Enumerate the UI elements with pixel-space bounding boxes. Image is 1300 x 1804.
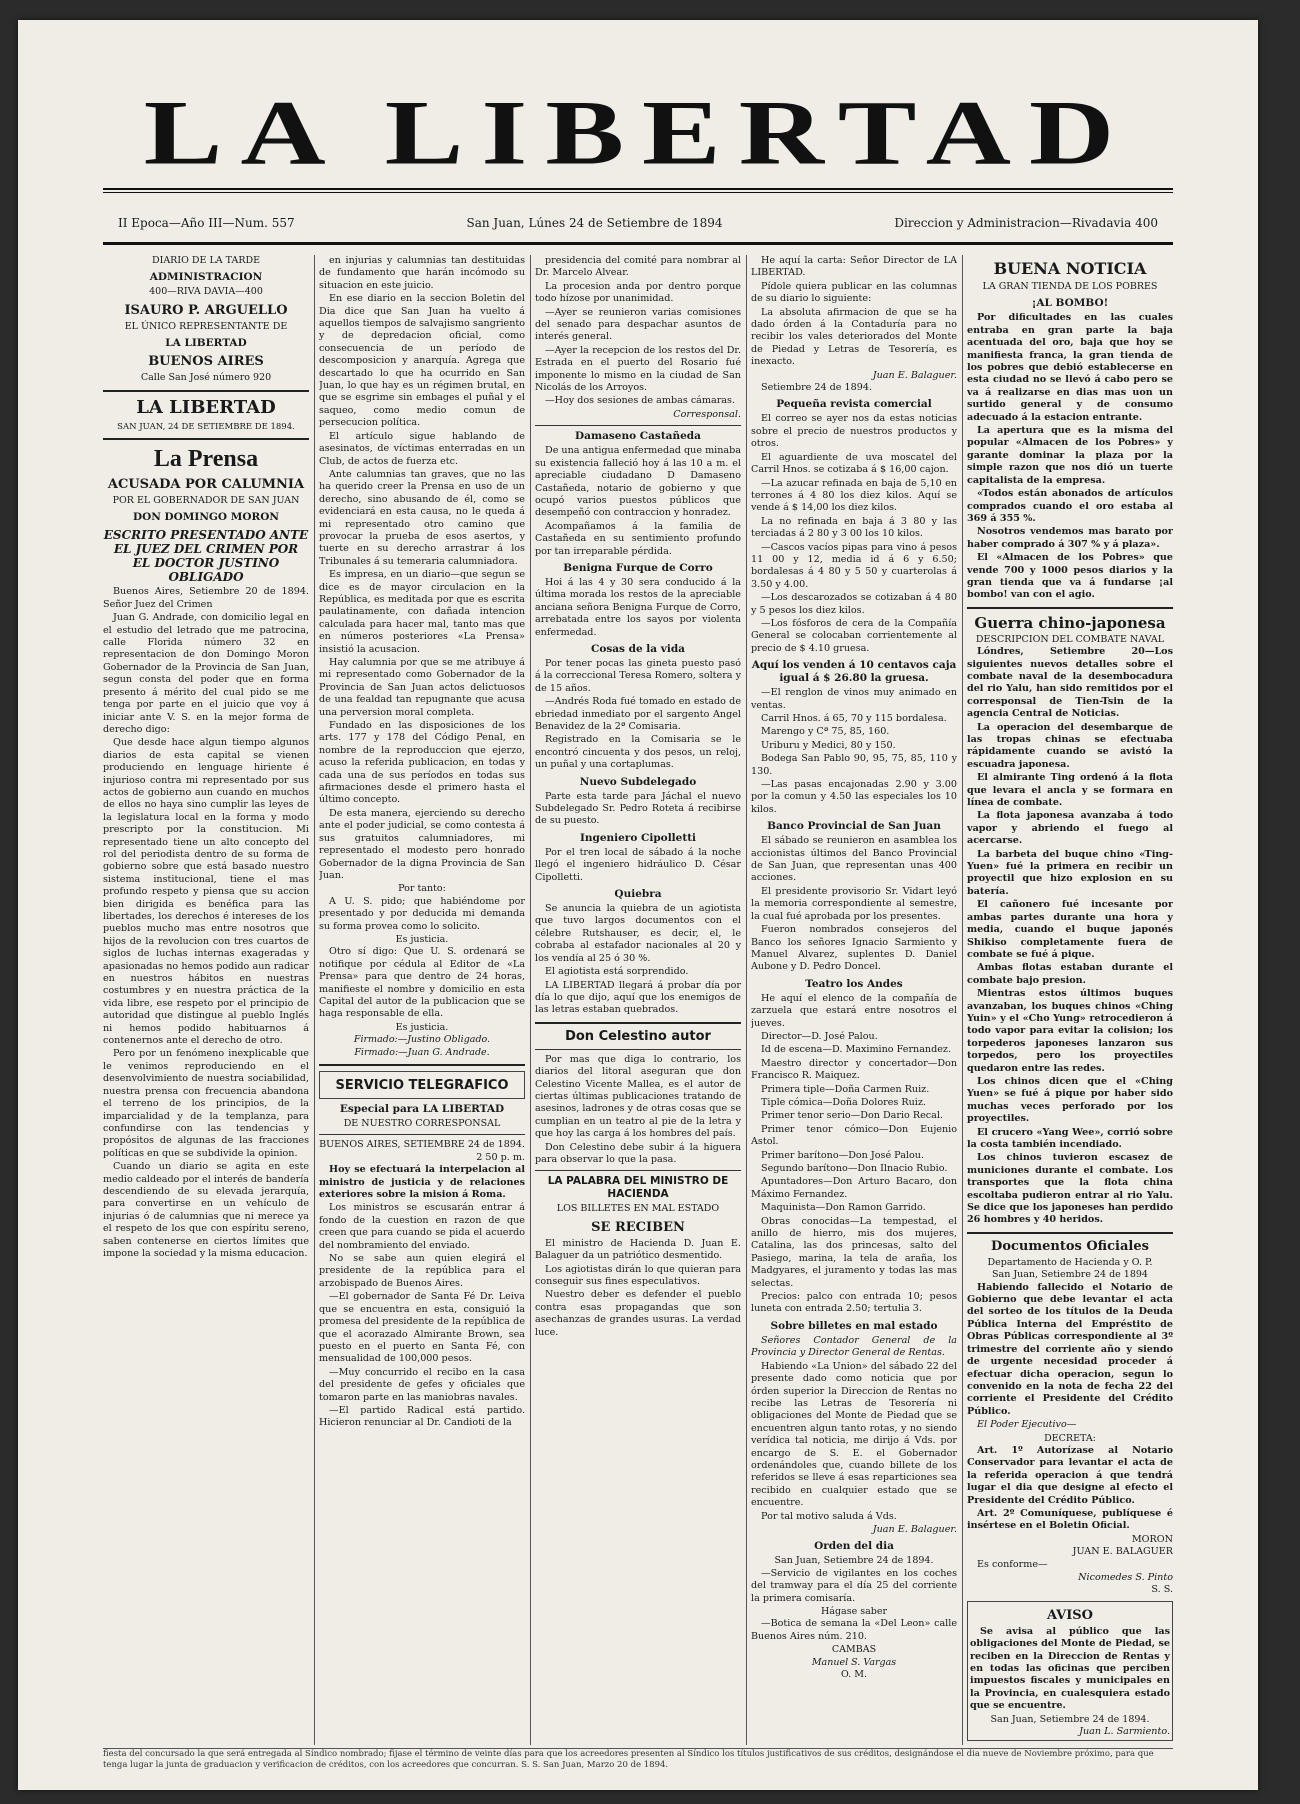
paragraph: Registrado en la Comisaria se le encontró cincuenta y dos pesos, un reloj, un puñal y una cortaplumas.	[535, 734, 741, 771]
es-justicia: Es justicia.	[395, 933, 449, 945]
subheadline: DESCRIPCION DEL COMBATE NAVAL	[975, 633, 1165, 645]
escrito-heading: ESCRITO PRESENTADO ANTE EL JUEZ DEL CRIMEN POR EL DOCTOR JUSTINO OBLIGADO	[103, 528, 309, 585]
headline: Benigna Furque de Corro	[563, 561, 713, 574]
paragraph: Cuando un diario se agita en este medio caldeado por el interés de bandería descendiendo de su elevada jerarquía, para convertirse en un vehículo de injurias ó de calumnias que ni merece ya el respeto de los que con espíritu sereno, saben contenerse en ciertos límites que impone la sociedad y la misma educacion.	[103, 1161, 309, 1259]
paragraph: Don Celestino debe subir á la higuera para observar lo que la pasa.	[535, 1141, 741, 1165]
correspondent: DE NUESTRO CORRESPONSAL	[343, 1118, 501, 1129]
issue-number: II Epoca—Año III—Num. 557	[118, 216, 295, 230]
column-5	[967, 255, 1173, 1745]
paragraph: El aguardiente de uva moscatel del Carril Hnos. se cotizaba á $ 16,00 cajon.	[751, 451, 957, 476]
column-3	[535, 255, 741, 1745]
paragraph: —Cascos vacíos pipas para vino á pesos 11 00 y 12, media id á 6 y 6.50; bordalesas á 4 80 y 5 50 y cuarterolas á 3.50 y 4.00.	[751, 541, 957, 590]
issue-info	[118, 216, 1158, 236]
paragraph: —Los fósforos de cera de la Compañía General se colocaban corrientemente al precio de $ 4.10 gruesa.	[751, 617, 957, 654]
divider	[535, 425, 741, 426]
paragraph: Se avisa al público que las obligaciones del Monte de Piedad, se reciben en la Direccion de Rentas y en todas las oficinas que perciben impuestos fiscales y municipales en la Provincia, en cualesquiera estado que se encuentre.	[970, 1625, 1170, 1712]
signature: Juan E. Balaguer.	[872, 1523, 957, 1535]
paragraph: Parte esta tarde para Jáchal el nuevo Subdelegado Sr. Pedro Roteta á recibirse de su puesto.	[535, 790, 741, 827]
signature: Firmado:—Justino Obligado.	[353, 1034, 491, 1046]
paragraph: La no refinada en baja á 3 80 y las terciadas á 2 80 y 3 00 los 10 kilos.	[751, 515, 957, 540]
paragraph: Fueron nombrados consejeros del Banco los señores Ignacio Sarmiento y Manuel Alvarez, suplentes D. Daniel Aubone y D. Pedro Doncel.	[751, 924, 957, 973]
headline: LA PALABRA DEL MINISTRO DE HACIENDA	[547, 1175, 729, 1201]
paragraph: Pídole quiera publicar en las columnas de su diario lo siguiente:	[751, 280, 957, 305]
servicio-heading: SERVICIO TELEGRAFICO	[335, 1078, 509, 1093]
paragraph: Ambas flotas estaban durante el combate bajo presion.	[967, 962, 1173, 986]
paragraph: El Poder Ejecutivo—	[977, 1419, 1077, 1431]
paragraph: El artículo sigue hablando de asesinatos, de víctimas enterradas en un Club, de actos de fuerza etc.	[319, 430, 525, 467]
signature: Nicomedes S. Pinto	[1078, 1572, 1173, 1583]
paragraph: —El gobernador de Santa Fé Dr. Leiva que se encuentra en esta, consiguió la promesa del presidente de la república de que el acorazado Almirante Brown, sea puesto en el puerto en Santa Fé, con mensualidad de 100,000 pesos.	[319, 1291, 525, 1365]
signature: MORON	[1131, 1533, 1173, 1545]
columns	[103, 255, 1173, 1745]
signature: S. S.	[1151, 1584, 1173, 1596]
paragraph: La procesion anda por dentro porque todo hízose por unanimidad.	[535, 280, 741, 305]
paragraph: Mientras estos últimos buques avanzaban, los buques chinos «Ching Yuin» y el «Cho Yung» retrocedieron á todo vapor para evitar la colision; los torpederos japoneses lanzaron sus torpedos, pero los proyectiles quedaron entre las redes.	[967, 988, 1173, 1074]
headline: Teatro los Andes	[805, 977, 903, 990]
headline: Quiebra	[614, 888, 662, 901]
paragraph: Por dificultades en las cuales entraba en gran parte la baja acentuada del oro, baja que hoy se manifiesta franca, la gran tienda de los pobres que debió establecerse en esta ciudad no se llevó á cabo pero se va á realizarse en dias mas uon un surtido general y de consumo adecuado á la estacion entrante.	[967, 312, 1173, 423]
paragraph: Tiple cómica—Doña Dolores Ruiz.	[761, 1096, 926, 1108]
paragraph: Marengo y Cª 75, 85, 160.	[761, 726, 890, 738]
paragraph: La absoluta afirmacion de que se ha dado órden á la Contaduría para no recibir los vales deteriorados del Monte de Piedad y Letras de Tesorería, es inexacto.	[751, 306, 957, 368]
paragraph: —Las pasas encajonadas 2.90 y 3.00 por la comun y 4.50 las especiales los 10 kilos.	[751, 779, 957, 815]
bottom-fragment	[103, 1748, 1173, 1787]
paragraph: El almirante Ting ordenó á la flota que levara el ancla y se formara en línea de combate.	[967, 772, 1173, 809]
paragraph: El agiotista está sorprendido.	[545, 966, 689, 978]
paragraph: —Botica de semana la «Del Leon» calle Buenos Aires núm. 210.	[751, 1618, 957, 1642]
paragraph: Habiendo fallecido el Notario de Gobierno que debe levantar el acta del sorteo de los títulos de la Deuda Pública Interna del Empréstito de Obras Públicas correspondiente al 3º trimestre del corriente año y siendo de urgente necesidad proceder á efectuar dicha operacion, segun lo convenido en la nota de fecha 22 del corriente el Presidente del Crédito Público.	[967, 1281, 1173, 1417]
headline: Cosas de la vida	[590, 642, 685, 655]
paragraph: No se sabe aun quien elegirá el presidente de la república para el arzobispado de Buenos Aires.	[319, 1253, 525, 1289]
representative-name: ISAURO P. ARGUELLO	[124, 302, 288, 318]
aviso-date: San Juan, Setiembre 24 de 1894.	[990, 1713, 1150, 1725]
highlight: Aquí los venden á 10 centavos caja igual á $ 26.80 la gruesa.	[751, 659, 957, 685]
headline: Pequeña revista comercial	[776, 398, 932, 411]
paragraph: Ante calumnias tan graves, que no las ha querido creer la Prensa en uso de un derecho, sino abusando de él, como se evidenciará en esta causa, no le queda á mi representado otro camino que provocar la prueba de esos asertos, y tuerte en su derecho arrastrar á los Tribunales á su temeraria calumniadora.	[319, 468, 525, 567]
subheadline: LA GRAN TIENDA DE LOS POBRES	[982, 281, 1158, 292]
paragraph: A U. S. pido; que habiéndome por presentado y por deducida mi demanda su forma provea como lo solicito.	[319, 895, 525, 932]
headline: SE RECIBEN	[591, 1219, 685, 1235]
paragraph: El sábado se reunieron en asamblea los accionistas últimos del Banco Provincial de San Juan, que representan unas 400 acciones.	[751, 835, 957, 884]
newspaper-page	[18, 20, 1258, 1790]
paragraph: El ministro de Hacienda D. Juan E. Balaguer da un patriótico desmentido.	[535, 1237, 741, 1262]
aviso-box	[967, 1601, 1173, 1742]
paragraph: Por el tren local de sábado á la noche llegó el ingeniero hidráulico D. César Cipolletti.	[535, 846, 741, 883]
paragraph: Hoi á las 4 y 30 sera conducido á la última morada los restos de la apreciable anciana señora Benigna Furque de Corro, arrebatada entre los sayos por violenta enfermedad.	[535, 576, 741, 638]
byline: POR EL GOBERNADOR DE SAN JUAN	[112, 495, 300, 507]
aviso-heading: AVISO	[1046, 1607, 1094, 1623]
telegraph-date: BUENOS AIRES, SETIEMBRE 24 de 1894.	[319, 1139, 525, 1151]
bottom-text: fiesta del concursado la que será entregada al Síndico nombrado; fijase el término de veinte días para que los acreedores presenten al Síndico los títulos justificativos de sus créditos, designándose el dia nueve de Noviembre próximo, para que tenga lugar la junta de graduacion y verificacion de créditos, con los acreedores que concurran.	[103, 1749, 1154, 1770]
paragraph: Pero por un fenómeno inexplicable que le venimos reproduciendo en el desenvolvimiento de nuestra sociabilidad, nuestra prensa con frecuencia abandona el terreno de los principios, de la imparcialidad y de la templanza, para confundirse con las tendencias y propósitos de algunas de las fracciones políticas en que se subdivide la opinion.	[103, 1048, 309, 1159]
cambas: CAMBAS	[831, 1644, 877, 1656]
representative-city: BUENOS AIRES	[148, 354, 264, 370]
paragraph: Bodega San Pablo 90, 95, 75, 85, 110 y 130.	[751, 753, 957, 777]
headline-guerra: Guerra chino-japonesa	[974, 613, 1166, 632]
byline-name: DON DOMINGO MORON	[133, 511, 279, 524]
paragraph: Fundado en las disposiciones de los arts. 177 y 178 del Código Penal, en nombre de la reproduccion que ejerzo, acuso la referida publicacion, en todas y cada una de sus períodos en todas sus afirmaciones desde el primero hasta el último concepto.	[319, 720, 525, 806]
headline-documentos: Documentos Oficiales	[991, 1238, 1149, 1254]
signature: Manuel S. Vargas	[811, 1656, 897, 1668]
paragraph: presidencia del comité para nombrar al Dr. Marcelo Alvear.	[535, 255, 741, 279]
paragraph: Carril Hnos. á 65, 70 y 115 bordalesa.	[761, 713, 947, 724]
paragraph: El presidente provisorio Sr. Vidart leyó la memoria correspondiente al semestre, la cual fué aprobada por los presentes.	[751, 885, 957, 922]
paragraph: —Los descarozados se cotizaban á 4 80 y 5 pesos los diez kilos.	[751, 592, 957, 616]
headline-buena-noticia: BUENA NOTICIA	[993, 259, 1147, 278]
paragraph: La operacion del desembarque de las tropas chinas se efectuaba rápidamente cuando se avistó la escuadra japonesa.	[967, 721, 1173, 770]
subheadline: LOS BILLETES EN MAL ESTADO	[556, 1203, 720, 1215]
paragraph: —La azucar refinada en baja de 5,10 en terrones á 4 80 los diez kilos. Aquí se vende á $ 14,00 los diez kilos.	[751, 477, 957, 514]
divider	[535, 1049, 741, 1050]
paragraph: Hay calumnia por que se me atribuye á mi representado como Gobernador de la Provincia de San Juan actos delictuosos de una fealdad tan repugnante que acusa una perversion moral completa.	[319, 657, 525, 718]
section-title: LA LIBERTAD	[136, 396, 276, 418]
paragraph: —Servicio de vigilantes en los coches del tramway para el día 25 del corriente la primera comisaría.	[751, 1567, 957, 1604]
admin-heading: ADMINISTRACION	[149, 271, 263, 284]
paragraph: Nosotros vendemos mas barato por haber comprado á 307 % y á plaza».	[967, 526, 1173, 550]
paragraph: Hoy se efectuará la interpelacion al ministro de justicia y de relaciones exteriores sobre la mision á Roma.	[319, 1164, 525, 1201]
bottom-date: San Juan, Marzo 20 de 1894.	[543, 1760, 669, 1770]
paragraph: —Ayer la recepcion de los restos del Dr. Estrada en el puerto del Rosario fué imponente lo mismo en la ciudad de San Nicolás de los Arroyos.	[535, 344, 741, 394]
paragraph: Que desde hace algun tiempo algunos diarios de esta capital se vienen produciendo en lenguage hiriente é injurioso contra mi representado por sus actos de gobierno aun cuando en muchos de ellos no haya sino cumplir las leyes de la legislatura local en la forma y modo prescripto por la constitucion. Mi representado tiene un alto concepto del rol del periodista dentro de su forma de gobierno sobre que está basado nuestro sistema institucional, tiene el mas profundo respeto y piensa que su accion bien dirigida es benéfica para las libertades, los derechos é intereses de los pueblos mucho mas entre nosotros que hijos de la revolucion con tres cuartos de siglos de luchas internas exageradas y apasionadas no hemos podido aun radicar en nuestros hábitos en nuestras costumbres y en nuestra práctica de la vida libre, ese respeto por el principio de autoridad que distingue al pueblo Inglés ni hemos podido habituarnos á contenernos ante el derecho de otro.	[103, 737, 309, 1047]
paragraph: De una antigua enfermedad que minaba su existencia falleció hoy á las 10 a m. el apreciable ciudadano D Damaseno Castañeda, notario de gobierno y que ocupó varios puestos públicos que desempeñó con contraccion y honradez.	[535, 445, 741, 519]
paragraph: —Muy concurrido el recibo en la casa del presidente de gefes y oficiales que tomaron parte en las maniobras navales.	[319, 1366, 525, 1403]
signature: Juan E. Balaguer.	[872, 369, 957, 381]
rule	[103, 242, 1173, 245]
paragraph: Juan G. Andrade, con domicilio legal en el estudio del letrado que me patrocina, calle Florida número 32 en representacion de don Domingo Moron Gobernador de la Provincia de San Juan, segun consta del poder que en forma presento á mérito del cual pido se me tenga por parte en el juicio que voy á iniciar ante V. S. en la mejor forma de derecho digo:	[103, 612, 309, 735]
paragraph: He aquí el elenco de la compañía de zarzuela que estará entre nosotros el jueves.	[751, 992, 957, 1029]
paragraph: El cañonero fué incesante por ambas partes durante una hora y media, cuando el buque japonés Shikiso completamente fuera de combate se fué á pique.	[967, 899, 1173, 960]
column-divider	[962, 255, 963, 1745]
headline: Banco Provincial de San Juan	[767, 820, 941, 833]
paragraph: Nuestro deber es defender el pueblo contra esas propagandas que son asechanzas de grandes usuras. La verdad luce.	[535, 1289, 741, 1338]
paragraph: en injurias y calumnias tan destituidas de fundamento que harán incómodo su situacion en este juicio.	[319, 255, 525, 291]
column-4	[751, 255, 957, 1745]
paragraph: De esta manera, ejerciendo su derecho ante el poder judicial, se como contesta á sus gratuitos calumniadores, mi representado el modesto pero honrado Gobernador de la digna Provincia de San Juan.	[319, 807, 525, 881]
signature: Firmado:—Juan G. Andrade.	[354, 1046, 490, 1058]
es-justicia: Es justicia.	[395, 1021, 449, 1033]
paragraph: Obras conocidas—La tempestad, el anillo de hierro, mis dos mujeres, Catalina, las dos princesas, salto del Pasiego, marina, la tela de araña, los Madgyares, el juramento y todas las mas selectas.	[751, 1215, 957, 1289]
divider	[535, 1170, 741, 1171]
paragraph: Id de escena—D. Maximino Fernandez.	[761, 1044, 952, 1056]
paragraph: Setiembre 24 de 1894.	[761, 382, 872, 394]
paragraph: Habiendo «La Union» del sábado 22 del presente dado como noticia que por órden superior la Direccion de Rentas no recibe las Letras de Tesorería ni obligaciones del Monte de Piedad que se encuentren algun tanto rotas, y no siendo verídica tal noticia, me dirijo á Vds. por encargo de S. E. el Gobernador ordenándoles que, cuando billete de los referidos se lleve á esas reparticiones sea recibido en cualquier estado que se encuentre.	[751, 1360, 957, 1509]
paragraph: Es conforme—	[977, 1558, 1048, 1570]
paragraph: Por tal motivo saluda á Vds.	[761, 1510, 897, 1522]
headline: Nuevo Subdelegado	[579, 775, 697, 788]
headline: Ingeniero Cipolletti	[579, 831, 697, 844]
paragraph: Segundo barítono—Don Ilnacio Rubio.	[761, 1163, 948, 1174]
paragraph: Buenos Aires, Setiembre 20 de 1894. Señor Juez del Crimen	[103, 586, 309, 610]
signature: Juan L. Sarmiento.	[1079, 1726, 1170, 1738]
paragraph: Director—D. José Palou.	[761, 1030, 878, 1042]
diario-label: DIARIO DE LA TARDE	[151, 255, 261, 266]
column-divider	[530, 255, 531, 1745]
issue-address: Direccion y Administracion—Rivadavia 400	[894, 216, 1158, 230]
paragraph: Apuntadores—Don Arturo Bacaro, don Máximo Fernandez.	[751, 1176, 957, 1200]
paragraph: Los chinos tuvieron escasez de municiones durante el combate. Los transportes que la flota china escoltaba pudieron entrar al rio Yalu. Se dice que los japoneses han perdido 26 hombres y 40 heridos.	[967, 1152, 1173, 1226]
headline: Don Celestino autor	[565, 1028, 711, 1044]
representative-address: Calle San José número 920	[140, 372, 272, 384]
signature-initials: O. M.	[840, 1669, 868, 1681]
column-2	[319, 255, 525, 1745]
hagase: Hágase saber	[821, 1606, 887, 1617]
paragraph: La flota japonesa avanzaba á todo vapor y abriendo el fuego al acercarse.	[967, 810, 1173, 847]
paragraph: Por tener pocas las gineta puesto pasó á la correccional Teresa Romero, soltera y de 15 años.	[535, 657, 741, 694]
paragraph: Primera tiple—Doña Carmen Ruiz.	[761, 1083, 930, 1095]
bombo: ¡AL BOMBO!	[1031, 297, 1109, 310]
rule	[103, 188, 1173, 190]
paragraph: En ese diario en la seccion Boletin del Dia dice que San Juan ha vuelto á aquellos tiempos de salvajismo sangriento y de depredacion oficial, como consecuencia de un período de descomposicion y anarquía. Agrega que descartado lo que ha ocurrido en San Juan, lo que hay es un régimen brutal, en que se esgrime sin embages el puñal y el saqueo, como medio comun de persecucion política.	[319, 293, 525, 429]
paragraph: Precios: palco con entrada 10; pesos luneta con entrada 2.50; tertulia 3.	[751, 1291, 957, 1315]
telegraph-time: 2 50 p. m.	[476, 1151, 525, 1163]
paragraph: Primer tenor serio—Don Dario Recal.	[761, 1110, 943, 1122]
especial-heading: Especial para LA LIBERTAD	[339, 1103, 505, 1115]
paragraph: Se anuncia la quiebra de un agiotista que tuvo largos documentos con el célebre Rutshauser, es decir, el, le cobraba al estafador nacionales al 20 y los vendía al 25 ó 30 %.	[535, 903, 741, 964]
headline: Damaseno Castañeda	[575, 430, 701, 443]
column-1	[103, 255, 309, 1745]
paragraph: Señores Contador General de la Provincia y Director General de Rentas.	[751, 1334, 957, 1359]
divider	[319, 1134, 525, 1135]
paragraph: La apertura que es la misma del popular «Almacen de los Pobres» y garante dominar la plaza por la simple razon que nos dió un tuerte capitalista de la empresa.	[967, 425, 1173, 486]
paragraph: —El renglon de vinos muy animado en ventas.	[751, 687, 957, 711]
column-divider	[746, 255, 747, 1745]
paragraph: El «Almacen de los Pobres» que vende 700 y 1000 pesos diarios y la gran tienda que va á fundarse ¡al bombo! van con el agio.	[967, 552, 1173, 601]
paragraph: El crucero «Yang Wee», corrió sobre la costa también incendiado.	[967, 1126, 1173, 1150]
decreta: DECRETA:	[1044, 1432, 1096, 1444]
headline: Orden del dia	[814, 1540, 894, 1553]
bottom-ss: S. S.	[521, 1760, 541, 1770]
paragraph: Art. 2º Comuníquese, publíquese é insértese en el Boletin Oficial.	[967, 1507, 1173, 1532]
divider	[535, 1022, 741, 1024]
subheadline: ACUSADA POR CALUMNIA	[107, 477, 305, 493]
paragraph: Uriburu y Medici, 80 y 150.	[761, 739, 896, 751]
issue-date: San Juan, Lúnes 24 de Setiembre de 1894	[466, 216, 723, 230]
paragraph: Maestro director y concertador—Don Francisco R. Maiquez.	[751, 1057, 957, 1082]
orden-date: San Juan, Setiembre 24 de 1894.	[774, 1555, 934, 1567]
paragraph: Los ministros se escusarán entrar á fondo de la cuestion en razon de que creen que para cuando se pida el acuerdo del nombramiento del enviado.	[319, 1202, 525, 1251]
headline-la-prensa: La Prensa	[153, 446, 259, 473]
paragraph: La barbeta del buque chino «Ting-Yuen» fué la primera en recibir un proyectil que hizo explosion en su batería.	[967, 848, 1173, 897]
doc-date: San Juan, Setiembre 24 de 1894	[992, 1269, 1148, 1281]
column-divider	[314, 255, 315, 1745]
paragraph: Los chinos dicen que el «Ching Yuen» se fué á pique por haber sido muchas veces perforado por los proyectiles.	[967, 1075, 1173, 1125]
paragraph: «Todos están abonados de artículos comprados cuando el oro estaba al 369 á 355 %.	[967, 488, 1173, 524]
rule	[103, 192, 1173, 193]
department: Departamento de Hacienda y O. P.	[987, 1256, 1153, 1268]
paragraph: He aquí la carta: Señor Director de LA LIBERTAD.	[751, 255, 957, 279]
paragraph: Es impresa, en un diario—que segun se dice es de mayor circulacion en la República, es meditada por que es escrita paulatinamente, con dañada intencion calculada para hacer mal, tanto mas que en números posteriores «La Prensa» insistió la acusacion.	[319, 569, 525, 655]
paragraph: —El partido Radical está partido. Hicieron renunciar al Dr. Candioti de la	[319, 1404, 525, 1429]
signature: Corresponsal.	[673, 408, 741, 420]
paragraph: —Andrés Roda fué tomado en estado de ebriedad inmediato por el sargento Angel Benavidez de la 2ª Comisaria.	[535, 696, 741, 732]
paragraph: Los agiotistas dirán lo que quieran para conseguir sus fines especulativos.	[535, 1263, 741, 1287]
telegraph-box	[319, 1071, 525, 1099]
paragraph: —Hoy dos sesiones de ambas cámaras.	[545, 395, 736, 407]
divider	[967, 607, 1173, 609]
paragraph: Por mas que diga lo contrario, los diarios del litoral aseguran que don Celestino Vicente Mallea, es el autor de ciertas últimas publicaciones tratando de asesinos, ladrones y de otras cosas que se cumplian en un teatro al pie de la letra y que hoy las carga á los hombres del país.	[535, 1053, 741, 1140]
paragraph: Acompañamos á la familia de Castañeda en su sentimiento profundo por tan irreparable pérdida.	[535, 520, 741, 557]
admin-address: 400—RIVA DAVIA—400	[149, 286, 263, 298]
masthead-title: LA LIBERTAD	[143, 81, 1133, 184]
paragraph: LA LIBERTAD llegará á probar día por día lo que dijo, aquí que los enemigos de las letras estaban quebrados.	[535, 979, 741, 1016]
paragraph: El correo se ayer nos da estas noticias sobre el precio de nuestros productos y otros.	[751, 413, 957, 450]
representative-paper: LA LIBERTAD	[165, 337, 247, 350]
representative-title: EL ÚNICO REPRESENTANTE DE	[124, 320, 288, 332]
paragraph: —Ayer se reunieron varias comisiones del senado para despachar asuntos de interés general.	[535, 306, 741, 343]
paragraph: Primer barítono—Don José Palou.	[761, 1149, 924, 1161]
paragraph: Maquinista—Don Ramon Garrido.	[761, 1202, 926, 1214]
divider	[103, 438, 309, 440]
divider	[967, 1232, 1173, 1234]
headline: Sobre billetes en mal estado	[770, 1319, 938, 1332]
dateline: SAN JUAN, 24 DE SETIEMBRE DE 1894.	[117, 421, 295, 432]
paragraph: Art. 1º Autorízase al Notario Conservador para levantar el acta de la referida operacion á que tendrá lugar el dia que designe al efecto el Presidente del Crédito Público.	[967, 1444, 1173, 1506]
paragraph: Primer tenor cómico—Don Eujenio Astol.	[751, 1123, 957, 1148]
divider	[319, 1064, 525, 1066]
por-tanto: Por tanto:	[398, 883, 446, 895]
paragraph: Otro sí digo: Que U. S. ordenará se notifique por cédula al Editor de «La Prensa» para que dentro de 24 horas, manifieste el nombre y domicilio en esta Capital del autor de la publicacion que se haga responsable de ella.	[319, 946, 525, 1020]
paragraph: Lóndres, Setiembre 20—Los siguientes nuevos detalles sobre el combate naval de la desembocadura del rio Yalu, han sido remitidos por el corresponsal de Tien-Tsin de la agencia Central de Noticias.	[967, 646, 1173, 720]
divider	[103, 390, 309, 392]
signature: JUAN E. BALAGUER	[1072, 1546, 1173, 1558]
